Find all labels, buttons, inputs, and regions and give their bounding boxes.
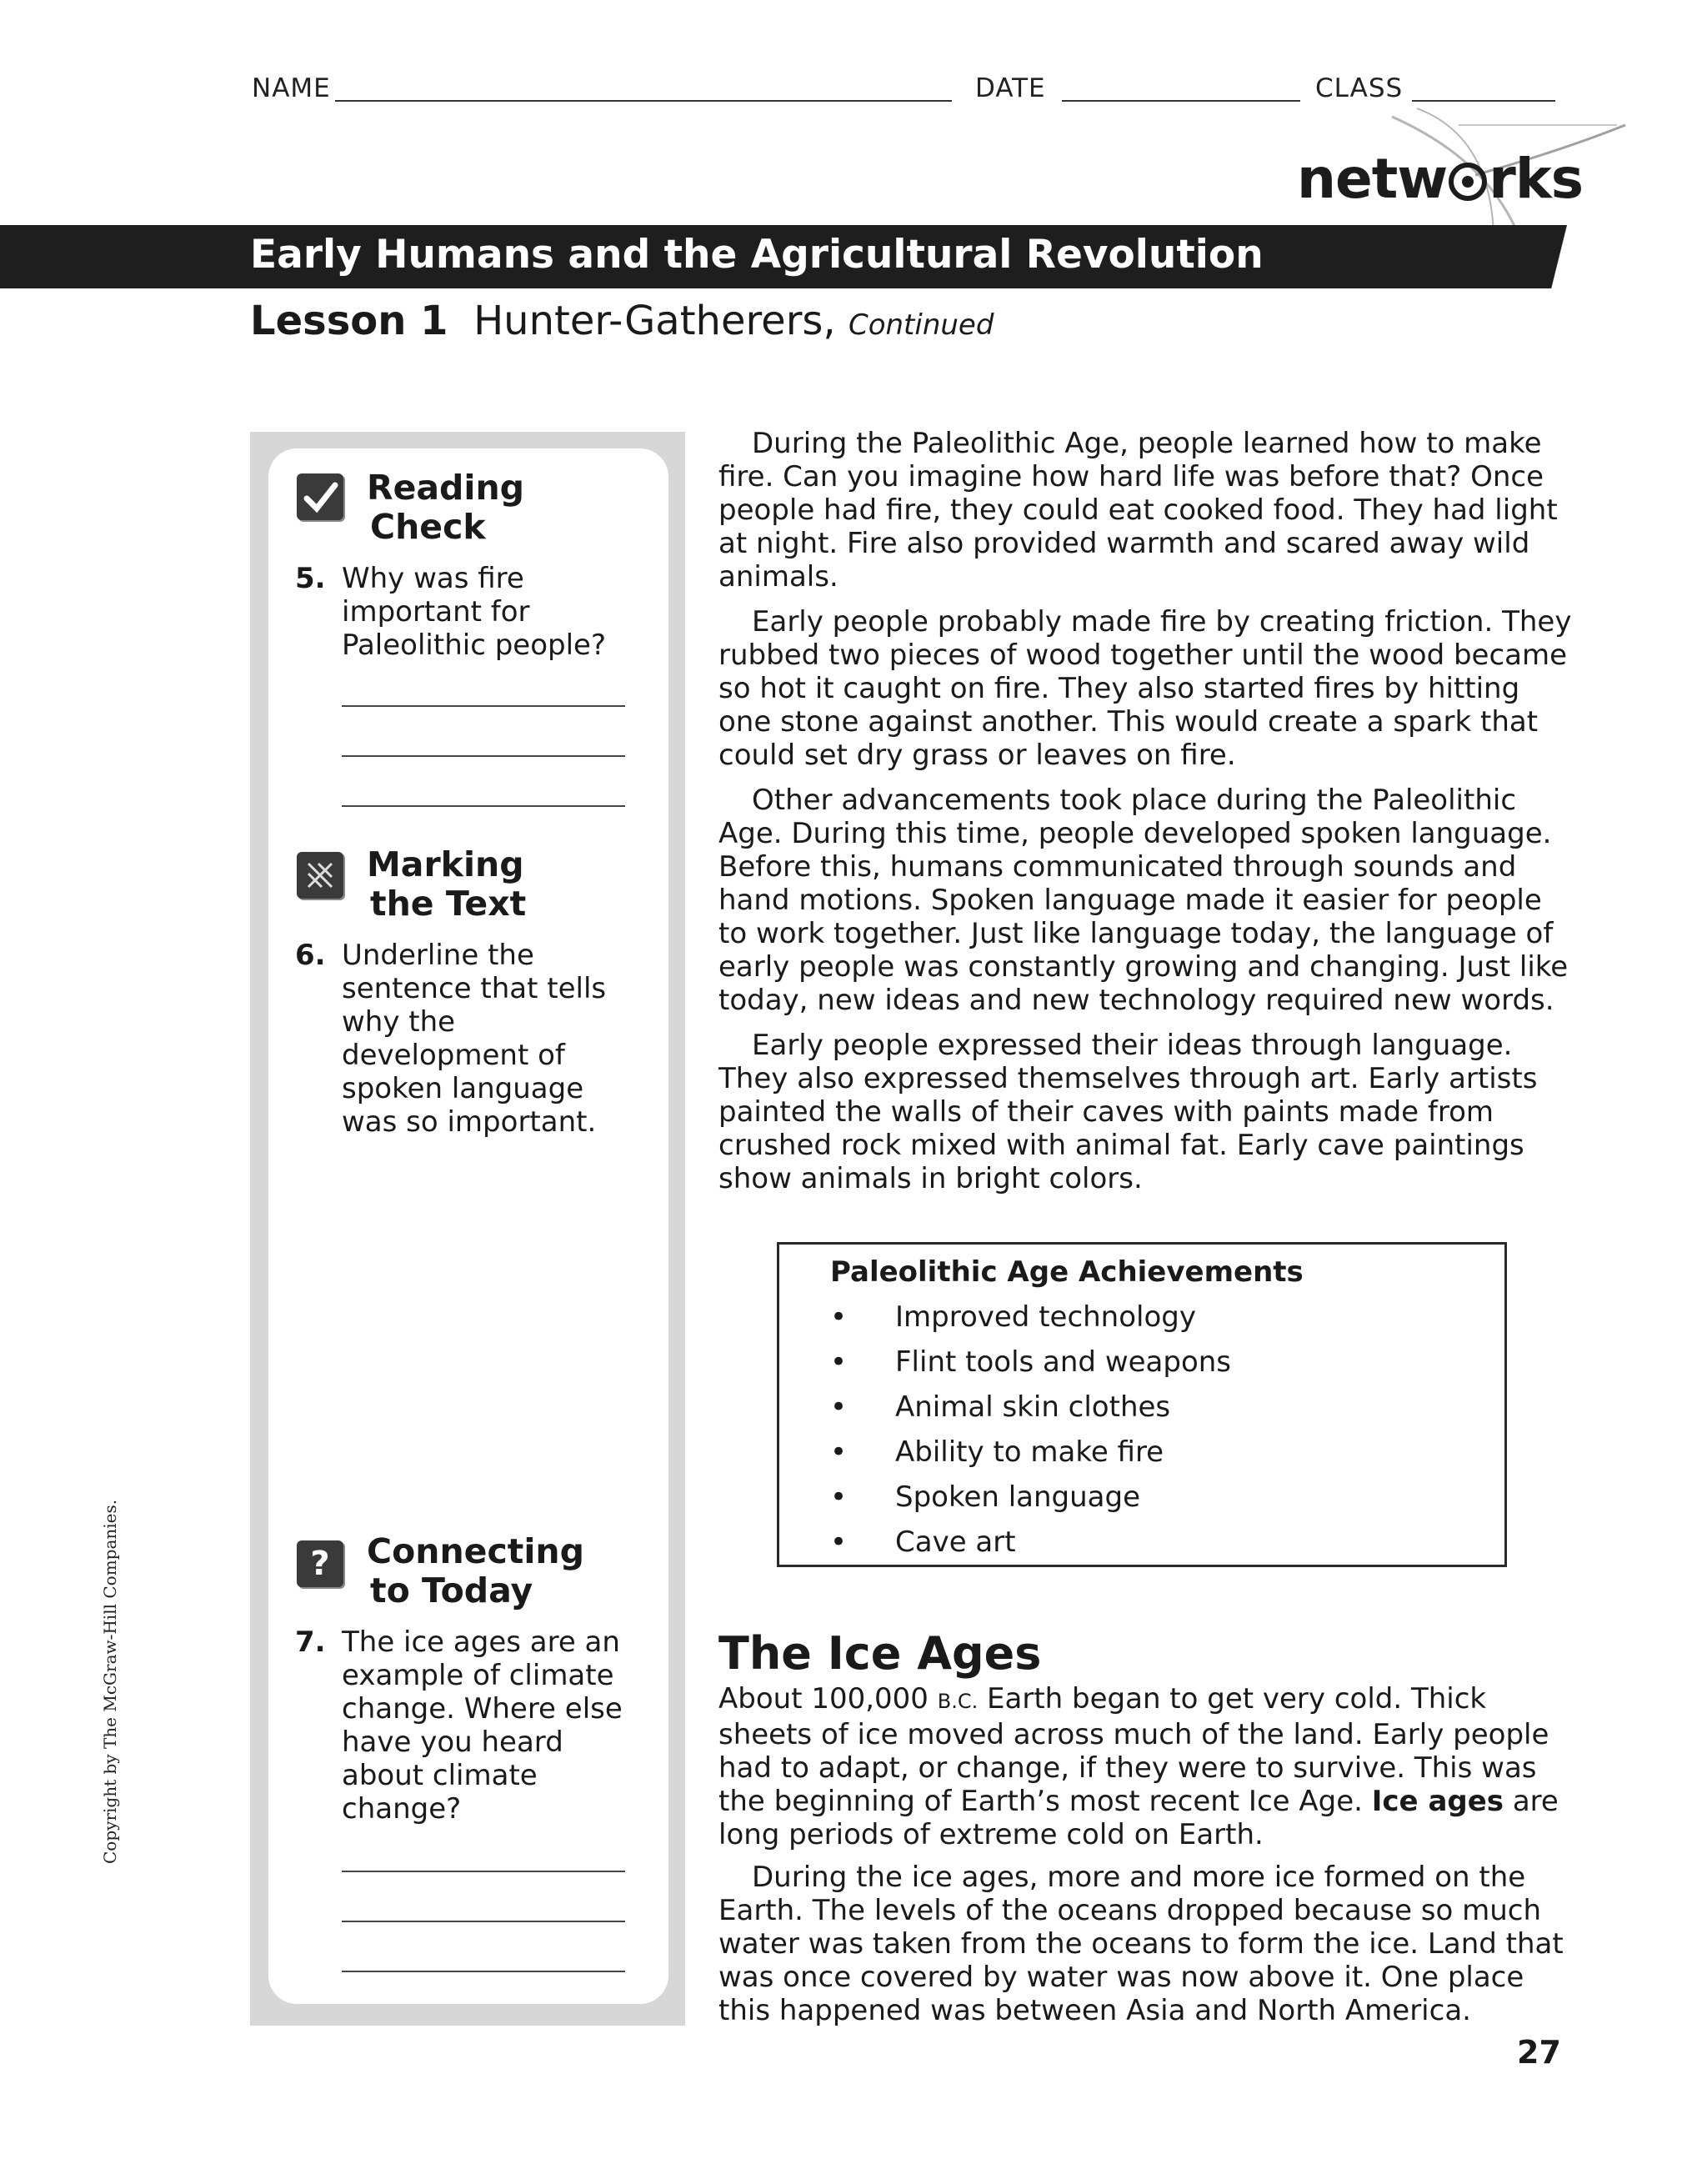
marking-text-heading (367, 845, 526, 924)
unit-title: Early Humans and the Agricultural Revolution (250, 232, 1264, 278)
connecting-heading (367, 1532, 584, 1610)
logo-text-start: netw (1297, 147, 1448, 211)
bullet-icon: • (830, 1525, 848, 1559)
connecting-heading-line1: Connecting (367, 1531, 584, 1571)
paragraph-ice-ages-2 (718, 1861, 1577, 2027)
paragraph-3-text: Other advancements took place during the Paleolithic Age. During this time, people developed spoken language. Before this, humans communicated through sounds and hand motions. Spoken language made it easier for people to work together. Just like language today, the language of early people was constantly growing and changing. Just like today, new ideas and new technology required new words. (718, 784, 1569, 1017)
reading-check-heading-line2: Check (370, 507, 486, 547)
marking-text-heading-line1: Marking (367, 844, 524, 884)
lesson-label: Lesson 1 (250, 298, 448, 344)
achievement-item-text: Ability to make fire (895, 1435, 1164, 1469)
question-5-number: 5. (295, 562, 326, 595)
paragraph-4-text: Early people expressed their ideas through language. They also expressed themselves through art. Early artists painted the walls of their caves with paints made from crushed rock mixed with animal fat. Early cave paintings show animals in bright colors. (718, 1029, 1538, 1195)
paragraph-1-text: During the Paleolithic Age, people learned how to make fire. Can you imagine how hard life was before that? Once people had fire, they could eat cooked food. They had light at night. Fire also provided warmth and scared away wild animals. (718, 427, 1558, 594)
question-7-number: 7. (295, 1625, 326, 1659)
class-label: CLASS (1315, 73, 1404, 103)
achievement-item (830, 1525, 1016, 1559)
date-label: DATE (975, 73, 1046, 103)
answer-line-7c[interactable] (342, 1971, 625, 1972)
networks-logo (1297, 147, 1584, 211)
achievement-item (830, 1435, 1164, 1469)
bullet-icon: • (830, 1345, 848, 1379)
answer-line-7a[interactable] (342, 1871, 625, 1872)
question-6-text: Underline the sentence that tells why the development of spoken language was so important. (342, 939, 607, 1139)
reading-check-heading (367, 468, 524, 547)
ice-p1-a: About 100,000 (718, 1682, 938, 1716)
question-5 (295, 562, 628, 662)
bullet-icon: • (830, 1435, 848, 1469)
reading-check-heading-line1: Reading (367, 468, 524, 508)
achievement-item (830, 1300, 1196, 1334)
paragraph-art (718, 1029, 1577, 1195)
answer-line-7b[interactable] (342, 1921, 625, 1922)
question-7 (295, 1625, 628, 1826)
connecting-heading-line2: to Today (370, 1570, 533, 1610)
question-5-text: Why was fire important for Paleolithic people? (342, 562, 606, 662)
achievements-title: Paleolithic Age Achievements (830, 1255, 1304, 1289)
question-6 (295, 939, 628, 1139)
achievement-item-text: Spoken language (895, 1480, 1141, 1514)
paragraph-fire (718, 427, 1577, 594)
achievement-item-text: Flint tools and weapons (895, 1345, 1232, 1379)
question-mark-icon: ? (297, 1540, 343, 1587)
question-7-text: The ice ages are an example of climate change. Where else have you heard about climate change? (342, 1625, 623, 1826)
answer-line-5a[interactable] (342, 705, 625, 707)
bullet-icon: • (830, 1480, 848, 1514)
checkmark-icon (297, 473, 343, 520)
date-line[interactable] (1062, 100, 1300, 102)
paragraph-language (718, 784, 1577, 1017)
name-label: NAME (252, 73, 331, 103)
achievement-item-text: Cave art (895, 1525, 1016, 1559)
logo-text-end: rks (1489, 147, 1584, 211)
achievement-item (830, 1480, 1140, 1514)
page-number: 27 (1517, 2034, 1561, 2071)
paragraph-ice-ages-1 (718, 1682, 1577, 1851)
marking-text-heading-line2: the Text (370, 884, 527, 924)
bullet-icon: • (830, 1390, 848, 1424)
achievement-item-text: Improved technology (895, 1300, 1196, 1334)
achievement-item (830, 1345, 1231, 1379)
ice-ages-heading: The Ice Ages (718, 1627, 1042, 1680)
paragraph-2-text: Early people probably made fire by creating friction. They rubbed two pieces of wood together until the wood became so hot it caught on fire. They also started fires by hitting one stone against another. This would create a spark that could set dry grass or leaves on fire. (718, 605, 1572, 772)
marking-text-icon (297, 852, 343, 899)
ice-p2-text: During the ice ages, more and more ice formed on the Earth. The levels of the oceans dropped because so much water was taken from the oceans to form the ice. Land that was once covered by water was now above it. One place this happened was between Asia and North America. (718, 1861, 1564, 2027)
ice-p1-c: are long periods of extreme cold on Earth. (718, 1785, 1559, 1851)
achievement-item-text: Animal skin clothes (895, 1390, 1171, 1424)
bullet-icon: • (830, 1300, 848, 1334)
lesson-continued: Continued (848, 308, 994, 342)
paragraph-friction (718, 605, 1577, 772)
copyright-notice: Copyright by The McGraw-Hill Companies. (100, 1499, 120, 1864)
name-line[interactable] (335, 100, 952, 102)
question-6-number: 6. (295, 939, 326, 972)
ice-p1-b: Earth began to get very cold. Thick sheets of ice moved across much of the land. Early people had to adapt, or change, if they were to survive. This was the beginning of Earth’s most recent Ice Age. (718, 1682, 1549, 1818)
answer-line-5c[interactable] (342, 805, 625, 807)
lesson-title: Hunter-Gatherers, (473, 298, 836, 344)
lesson-heading (250, 295, 994, 351)
answer-line-5b[interactable] (342, 755, 625, 757)
logo-disc-icon (1449, 163, 1487, 201)
ice-ages-term: Ice ages (1371, 1785, 1504, 1818)
achievement-item (830, 1390, 1170, 1424)
ice-p1-bc: B.C. (937, 1690, 979, 1713)
